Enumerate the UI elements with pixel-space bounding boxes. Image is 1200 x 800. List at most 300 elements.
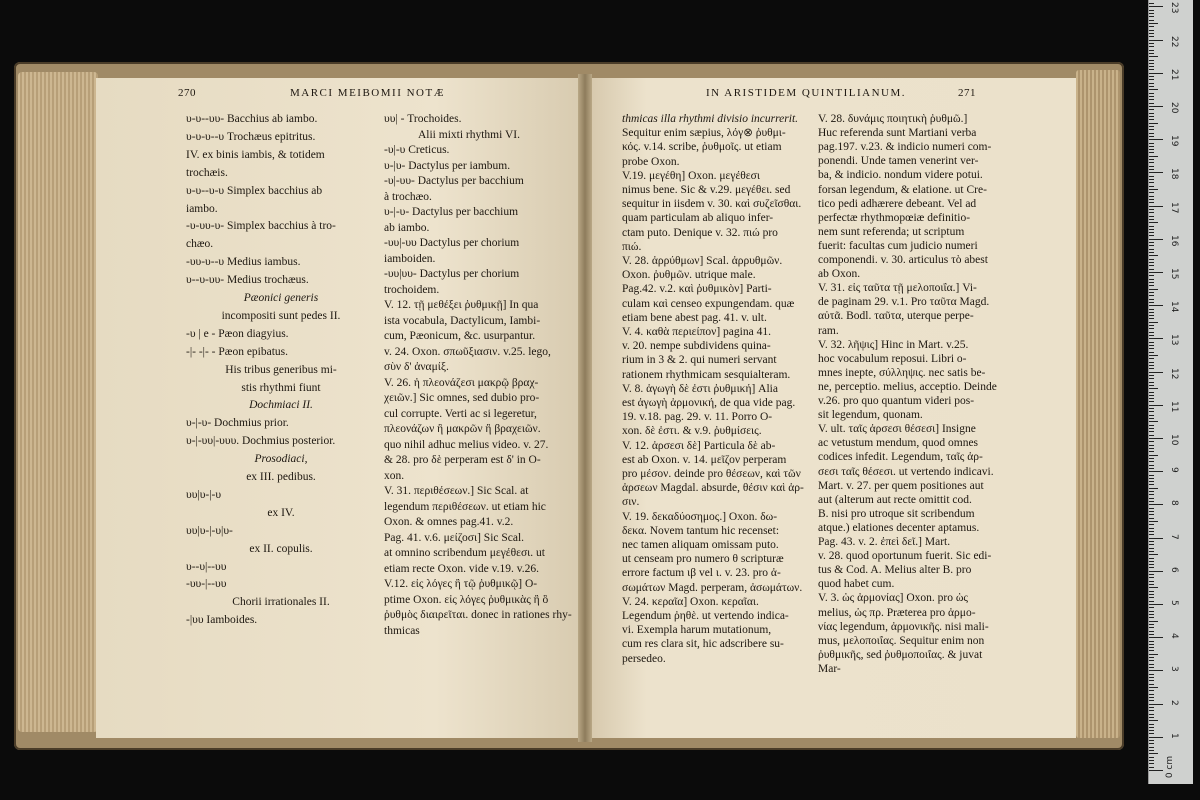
ruler-tick — [1149, 378, 1154, 379]
ruler-tick — [1149, 617, 1154, 618]
ruler-tick — [1149, 524, 1154, 525]
ruler-tick — [1149, 461, 1154, 462]
ruler-tick — [1149, 235, 1154, 236]
ruler-tick — [1149, 239, 1163, 240]
ruler-tick — [1149, 428, 1154, 429]
ruler-tick — [1149, 401, 1154, 402]
text-line: ut censeam pro numero θ scripturæ — [622, 553, 784, 566]
text-line: nimus bene. Sic & v.29. μεγέθει. sed — [622, 184, 791, 196]
text-line: ῥυθμικῆς, sed ῥυθμοποιΐας. & juvat — [818, 648, 983, 661]
ruler-tick — [1149, 601, 1154, 602]
text-line: thmicas illa rhythmi divisio incurrerit. — [622, 113, 799, 125]
text-line: nem sunt referenda; ut scriptum — [818, 225, 965, 238]
ruler-tick — [1149, 484, 1154, 485]
ruler-tick — [1149, 690, 1154, 691]
ruler-tick — [1149, 385, 1154, 386]
ruler-tick — [1149, 528, 1154, 529]
text-line: ptime Oxon. εἰς λόγες ῥυθμικὰς ἢ ὃ — [384, 593, 549, 606]
ruler-number: 18 — [1169, 168, 1179, 180]
ruler-tick — [1149, 162, 1154, 163]
ruler-tick — [1149, 189, 1158, 190]
text-line: de paginam 29. v.1. Pro ταῦτα Magd. — [818, 296, 990, 309]
text-line: υυ|υ-|-υ — [186, 488, 222, 501]
ruler-tick — [1149, 285, 1154, 286]
ruler-tick — [1149, 13, 1154, 14]
text-line: v. 24. Oxon. σπωῦξιασιν. v.25. lego, — [384, 345, 551, 358]
ruler-tick — [1149, 302, 1154, 303]
ruler-tick — [1149, 26, 1154, 27]
ruler-tick — [1149, 567, 1154, 568]
ruler-tick — [1149, 425, 1154, 426]
ruler-tick — [1149, 621, 1158, 622]
ruler-tick — [1149, 262, 1154, 263]
ruler-tick — [1149, 172, 1163, 173]
text-line: -|- -|- - Pæon epibatus. — [186, 345, 289, 358]
page-number-left: 270 — [178, 87, 196, 99]
text-line: -υ | e - Pæon diagyius. — [186, 327, 289, 340]
text-line: & 28. pro δὲ perperam est δ' in O- — [384, 454, 541, 466]
ruler-tick — [1149, 697, 1154, 698]
ruler-number: 12 — [1169, 367, 1179, 380]
text-line: cum res clara sit, hic adscribere su- — [622, 638, 784, 651]
text-line: quam particulam ab aliquo infer- — [622, 212, 774, 225]
text-line: xon. — [384, 469, 405, 482]
text-line: forsan legendum, & elatione. ut Cre- — [818, 183, 987, 196]
ruler-tick — [1149, 561, 1154, 562]
ruler-number: 4 — [1169, 633, 1179, 639]
text-line: ab iambo. — [384, 221, 430, 234]
ruler-tick — [1149, 279, 1154, 280]
ruler-tick — [1149, 139, 1163, 140]
ruler-tick — [1149, 232, 1154, 233]
ruler-number: 9 — [1169, 467, 1179, 473]
text-line: culam καὶ censeo expungendam. quæ — [622, 297, 795, 310]
text-line: rationem rhythmicam sesquialteram. — [622, 368, 791, 381]
ruler-tick — [1149, 345, 1154, 346]
ruler-number: 21 — [1169, 68, 1179, 81]
text-line: v.26. pro quo quantum videri pos- — [818, 395, 975, 407]
ruler-tick — [1149, 192, 1154, 193]
ruler-tick — [1149, 96, 1154, 97]
ruler-tick — [1149, 272, 1163, 273]
ruler-tick — [1149, 136, 1154, 137]
ruler-tick — [1149, 624, 1154, 625]
ruler-tick — [1149, 757, 1154, 758]
text-line: vi. Exempla harum mutationum, — [622, 624, 772, 637]
ruler-tick — [1149, 133, 1154, 134]
ruler-tick — [1149, 36, 1154, 37]
text-line: Pag.42. v.2. καὶ ῥυθμικὸν] Parti- — [622, 283, 772, 296]
ruler-tick — [1149, 83, 1154, 84]
ruler-tick — [1149, 687, 1158, 688]
ruler-tick — [1149, 335, 1154, 336]
text-line: ba, & indicio. nondum videre potui. — [818, 169, 983, 182]
text-line: υυ| - Trochoides. — [384, 113, 462, 125]
ruler-tick — [1149, 289, 1158, 290]
ruler-tick — [1149, 421, 1158, 422]
ruler-tick — [1149, 372, 1163, 373]
ruler-tick — [1149, 60, 1154, 61]
ruler-tick — [1149, 50, 1154, 51]
ruler-tick — [1149, 245, 1154, 246]
ruler-tick — [1149, 508, 1154, 509]
text-line: perfectæ rhythmopœiæ definitio- — [818, 211, 971, 224]
ruler-tick — [1149, 518, 1154, 519]
ruler-tick — [1149, 584, 1154, 585]
text-line: χειῶν.] Sic omnes, sed dubio pro- — [384, 392, 540, 404]
text-line: κός. v.14. scribe, ῥυθμοῖς. ut etiam — [622, 141, 782, 154]
text-line: trochoidem. — [384, 283, 440, 296]
running-head-left: MARCI MEIBOMII NOTÆ — [290, 87, 445, 99]
text-line: V. 12. ἀρσεσι δὲ] Particula δὲ ab- — [622, 439, 776, 452]
text-line: ῥυθμὸς διαιρεῖται. donec in rationes rhy- — [384, 609, 572, 621]
text-line: πλεονάζων ἢ μακρῶν ἢ βραχειῶν. — [384, 423, 541, 435]
text-line: mnes inepte, σύλληψις. nec satis be- — [818, 366, 986, 379]
ruler-number: 7 — [1169, 533, 1179, 540]
text-line: Pag. 41. v.6. μείζοσι] Sic Scal. — [384, 531, 525, 544]
ruler-tick — [1149, 654, 1158, 655]
ruler-tick — [1149, 504, 1163, 505]
ruler-tick — [1149, 607, 1154, 608]
text-line: -υυ-|--υυ — [186, 578, 227, 591]
ruler-tick — [1149, 348, 1154, 349]
ruler-number: 15 — [1169, 268, 1179, 280]
text-line: ram. — [818, 324, 839, 337]
ruler-number: 20 — [1169, 102, 1179, 114]
ruler-tick — [1149, 740, 1154, 741]
ruler-tick — [1149, 388, 1158, 389]
ruler-tick — [1149, 352, 1154, 353]
ruler-tick — [1149, 365, 1154, 366]
ruler-tick — [1149, 577, 1154, 578]
ruler-tick — [1149, 670, 1163, 671]
text-line: Pæonici generis — [243, 292, 319, 304]
text-line: quo nihil adhuc melius video. v. 27. — [384, 438, 549, 451]
text-line: trochæis. — [186, 166, 228, 179]
text-line: -υυ-υ--υ Medius iambus. — [186, 256, 301, 269]
ruler-number: 16 — [1169, 234, 1179, 247]
ruler-tick — [1149, 146, 1154, 147]
text-line: V. 26. ἡ πλεονάζεσι μακρῷ βραχ- — [384, 376, 539, 389]
text-line: nec tamen aliquam omissam puto. — [622, 539, 779, 551]
ruler-tick — [1149, 219, 1154, 220]
text-line: ex II. copulis. — [249, 542, 313, 555]
ruler-tick — [1149, 730, 1154, 731]
ruler-tick — [1149, 342, 1154, 343]
text-line: -υ|-υ Creticus. — [384, 144, 450, 156]
text-line: Oxon. ῥυθμῶν. utrique male. — [622, 269, 756, 282]
ruler-tick — [1149, 707, 1154, 708]
page-edges-right — [1076, 70, 1120, 738]
text-line: xon. δὲ ἐστι. & v.9. ῥυθμίσεις. — [622, 425, 762, 438]
text-line: υ-|-υυ|-υυυ. Dochmius posterior. — [186, 435, 336, 448]
text-line: codices infedit. Legendum, ταῖς ἀρ- — [818, 451, 983, 464]
text-line: πιώ. — [622, 240, 642, 253]
ruler-tick — [1149, 395, 1154, 396]
ruler-tick — [1149, 637, 1163, 638]
ruler-tick — [1149, 332, 1154, 333]
ruler-tick — [1149, 641, 1154, 642]
ruler-tick — [1149, 229, 1154, 230]
ruler-tick — [1149, 591, 1154, 592]
ruler-tick — [1149, 770, 1163, 771]
text-line: IV. ex binis iambis, & totidem — [186, 148, 325, 161]
ruler-tick — [1149, 564, 1154, 565]
text-line: pro μέσον. deinde pro θέσεων, καὶ τῶν — [622, 468, 801, 480]
text-line: -|υυ Iamboides. — [186, 614, 258, 627]
ruler-tick — [1149, 664, 1154, 665]
ruler-tick — [1149, 667, 1154, 668]
ruler-tick — [1149, 69, 1154, 70]
text-line: V.12. εἰς λόγες ἢ τῷ ῥυθμικῷ] O- — [384, 578, 538, 590]
text-line: Pag. 43. v. 2. ἐπεὶ δεῖ.] Mart. — [818, 536, 951, 548]
text-line: Huc referenda sunt Martiani verba — [818, 127, 977, 140]
text-line: Oxon. & omnes pag.41. v.2. — [384, 516, 514, 528]
text-line: υ-|υ- Dactylus per iambum. — [384, 159, 511, 172]
text-line: Alii mixti rhythmi VI. — [417, 128, 520, 141]
ruler-tick — [1149, 216, 1154, 217]
ruler-number: 19 — [1169, 135, 1179, 147]
ruler-tick — [1149, 514, 1154, 515]
text-line: Mar- — [818, 662, 841, 675]
text-line: υ-υ--υυ- Bacchius ab iambo. — [186, 113, 318, 125]
ruler-tick — [1149, 166, 1154, 167]
ruler-tick — [1149, 63, 1154, 64]
ruler-tick — [1149, 747, 1154, 748]
ruler-unit-label: 0 cm — [1165, 755, 1176, 779]
ruler-number: 1 — [1169, 732, 1179, 739]
text-line: υ-|-υ- Dochmius prior. — [186, 417, 289, 430]
ruler-tick — [1149, 558, 1154, 559]
text-line: B. nisi pro utroque sit scribendum — [818, 507, 975, 520]
ruler-tick — [1149, 20, 1154, 21]
ruler-tick — [1149, 548, 1154, 549]
text-line: V. 28. δυνάμις ποιητικὴ ῥυθμῶ.] — [818, 113, 968, 125]
ruler-tick — [1149, 103, 1154, 104]
text-line: mus, μελοποιΐας. Sequitur enim non — [818, 634, 985, 647]
text-line: cum, Pæonicum, &c. usurpantur. — [384, 330, 536, 342]
ruler-tick — [1149, 604, 1163, 605]
ruler-tick — [1149, 355, 1158, 356]
ruler-number: 10 — [1169, 434, 1179, 446]
ruler-tick — [1149, 368, 1154, 369]
text-line: pag.197. v.23. & indicio numeri com- — [818, 141, 992, 154]
ruler-tick — [1149, 767, 1154, 768]
text-line: υ-υ-υ--υ Trochæus epitritus. — [186, 130, 316, 143]
ruler-tick — [1149, 119, 1154, 120]
ruler-tick — [1149, 179, 1154, 180]
ruler-tick — [1149, 116, 1154, 117]
ruler-tick — [1149, 431, 1154, 432]
text-line: iambo. — [186, 202, 218, 215]
text-line: thmicas — [384, 624, 420, 637]
ruler-tick — [1149, 30, 1154, 31]
ruler-tick — [1149, 99, 1154, 100]
ruler-tick — [1149, 86, 1154, 87]
text-line: Prosodiaci, — [254, 453, 308, 466]
text-line: est ab Oxon. v. 14. μεῖζον perperam — [622, 453, 787, 466]
ruler-tick — [1149, 481, 1154, 482]
ruler-tick — [1149, 149, 1154, 150]
text-line: at omnino scribendum μεγέθεσι. ut — [384, 547, 545, 559]
ruler-number: 23 — [1169, 2, 1179, 14]
text-line: υ--υ-υυ- Medius trochæus. — [186, 274, 309, 287]
ruler-tick — [1149, 33, 1154, 34]
ruler-tick — [1149, 73, 1163, 74]
text-line: Legendum ῥηθὲ. ut vertendo indica- — [622, 610, 789, 622]
ruler-tick — [1149, 445, 1154, 446]
ruler-tick — [1149, 511, 1154, 512]
ruler-tick — [1149, 714, 1154, 715]
text-line: -υυ|υυ- Dactylus per chorium — [384, 268, 520, 280]
ruler-tick — [1149, 760, 1154, 761]
ruler-tick — [1149, 398, 1154, 399]
ruler-tick — [1149, 554, 1158, 555]
ruler-tick — [1149, 677, 1154, 678]
ruler-tick — [1149, 465, 1154, 466]
ruler-number: 13 — [1169, 334, 1179, 346]
ruler-tick — [1149, 647, 1154, 648]
ruler-tick — [1149, 325, 1154, 326]
ruler-tick — [1149, 660, 1154, 661]
text-line: melius, ὡς πρ. Præterea pro ἁρμο- — [818, 606, 976, 619]
text-line: υ-|-υ- Dactylus per bacchium — [384, 206, 519, 218]
ruler-tick — [1149, 753, 1158, 754]
ruler-tick — [1149, 152, 1154, 153]
text-line: αὐτᾶ. Bodl. ταῦτα, uterque perpe- — [818, 310, 974, 323]
ruler-tick — [1149, 521, 1158, 522]
ruler-tick — [1149, 448, 1154, 449]
ruler-tick — [1149, 282, 1154, 283]
text-line: δεκα. Novem tantum hic recenset: — [622, 524, 780, 537]
text-line: V. 32. λῆψις] Hinc in Mart. v.25. — [818, 338, 969, 351]
text-line: ctam puto. Denique v. 32. πιώ pro — [622, 226, 778, 239]
ruler-number: 3 — [1169, 666, 1179, 673]
ruler-tick — [1149, 634, 1154, 635]
ruler-tick — [1149, 418, 1154, 419]
ruler-tick — [1149, 405, 1163, 406]
ruler-tick — [1149, 123, 1158, 124]
measurement-ruler — [1148, 0, 1193, 784]
ruler-tick — [1149, 750, 1154, 751]
ruler-tick — [1149, 594, 1154, 595]
ruler-number: 14 — [1169, 301, 1179, 313]
ruler-tick — [1149, 328, 1154, 329]
text-line: Mart. v. 27. per quem positiones aut — [818, 479, 984, 492]
text-line: υ-υ--υ-υ Simplex bacchius ab — [186, 184, 323, 197]
ruler-tick — [1149, 202, 1154, 203]
ruler-tick — [1149, 176, 1154, 177]
ruler-tick — [1149, 657, 1154, 658]
ruler-tick — [1149, 475, 1154, 476]
text-line: ex III. pedibus. — [246, 471, 316, 483]
ruler-tick — [1149, 541, 1154, 542]
ruler-tick — [1149, 143, 1154, 144]
ruler-tick — [1149, 544, 1154, 545]
ruler-tick — [1149, 650, 1154, 651]
text-line: est ἀγωγὴ ἁρμονική, de qua vide pag. — [622, 397, 796, 409]
ruler-tick — [1149, 169, 1154, 170]
ruler-tick — [1149, 471, 1163, 472]
text-line: Sequitur enim sæpius, λόγ⊗ ῥυθμι- — [622, 127, 786, 140]
ruler-tick — [1149, 93, 1154, 94]
text-line: legendum περιθέσεων. ut etiam hic — [384, 500, 546, 513]
ruler-tick — [1149, 242, 1154, 243]
ruler-tick — [1149, 392, 1154, 393]
text-line: ne, perceptio. melius, acceptio. Deinde — [818, 380, 997, 393]
ruler-tick — [1149, 362, 1154, 363]
ruler-number: 2 — [1169, 699, 1179, 706]
text-line: ab Oxon. — [818, 268, 861, 281]
ruler-tick — [1149, 358, 1154, 359]
text-line: persedeo. — [622, 652, 666, 665]
ruler-tick — [1149, 312, 1154, 313]
text-line: V. 28. ἀρρύθμων] Scal. ἀρρυθμῶν. — [622, 255, 783, 267]
text-line: V. 4. καθὰ περιείπον] pagina 41. — [622, 326, 771, 338]
text-line: ἀρσεων Magdal. absurde, θέσιν καὶ ἀρ- — [622, 482, 804, 495]
ruler-number: 5 — [1169, 600, 1179, 606]
ruler-tick — [1149, 382, 1154, 383]
text-line: aut (alterum aut recte omittit cod. — [818, 493, 972, 506]
ruler-tick — [1149, 196, 1154, 197]
ruler-tick — [1149, 737, 1163, 738]
ruler-number: 6 — [1169, 566, 1179, 573]
text-line: rium in 3 & 2. qui numeri servant — [622, 354, 777, 367]
ruler-number: 22 — [1169, 35, 1179, 48]
ruler-tick — [1149, 292, 1154, 293]
ruler-tick — [1149, 40, 1163, 41]
text-line: sequitur in iisdem v. 30. καὶ συζεῖσθαι. — [622, 198, 802, 211]
text-line: errore factum ιβ vel ι. v. 23. pro ἀ- — [622, 567, 781, 580]
ruler-tick — [1149, 43, 1154, 44]
text-line: σεσι ταῖς θέσεσι. ut vertendo indicavi. — [818, 465, 994, 478]
ruler-tick — [1149, 16, 1154, 17]
text-line: probe Oxon. — [622, 155, 680, 168]
ruler-tick — [1149, 89, 1158, 90]
running-head-right: IN ARISTIDEM QUINTILIANUM. — [706, 87, 907, 99]
ruler-tick — [1149, 318, 1154, 319]
ruler-tick — [1149, 222, 1158, 223]
ruler-tick — [1149, 338, 1163, 339]
ruler-tick — [1149, 226, 1154, 227]
text-line: etiam bene abest pag. 41. v. ult. — [622, 311, 767, 324]
ruler-tick — [1149, 76, 1154, 77]
ruler-tick — [1149, 571, 1163, 572]
text-line: σιν. — [622, 496, 640, 509]
ruler-tick — [1149, 3, 1154, 4]
ruler-tick — [1149, 438, 1163, 439]
text-line: iamboiden. — [384, 252, 436, 265]
ruler-tick — [1149, 501, 1154, 502]
ruler-tick — [1149, 700, 1154, 701]
ruler-tick — [1149, 724, 1154, 725]
text-line: -υ|-υυ- Dactylus per bacchium — [384, 175, 524, 187]
text-line: à trochæo. — [384, 190, 432, 203]
ruler-tick — [1149, 468, 1154, 469]
ruler-tick — [1149, 129, 1154, 130]
ruler-tick — [1149, 614, 1154, 615]
ruler-tick — [1149, 109, 1154, 110]
ruler-tick — [1149, 733, 1154, 734]
ruler-number: 11 — [1169, 400, 1179, 413]
ruler-tick — [1149, 255, 1158, 256]
text-line: 19. v.18. pag. 29. v. 11. Porro O- — [622, 411, 773, 424]
ruler-tick — [1149, 451, 1154, 452]
ruler-tick — [1149, 498, 1154, 499]
text-line: υ--υ|--υυ — [186, 560, 227, 573]
ruler-tick — [1149, 375, 1154, 376]
text-line: Dochmiaci II. — [249, 399, 313, 412]
